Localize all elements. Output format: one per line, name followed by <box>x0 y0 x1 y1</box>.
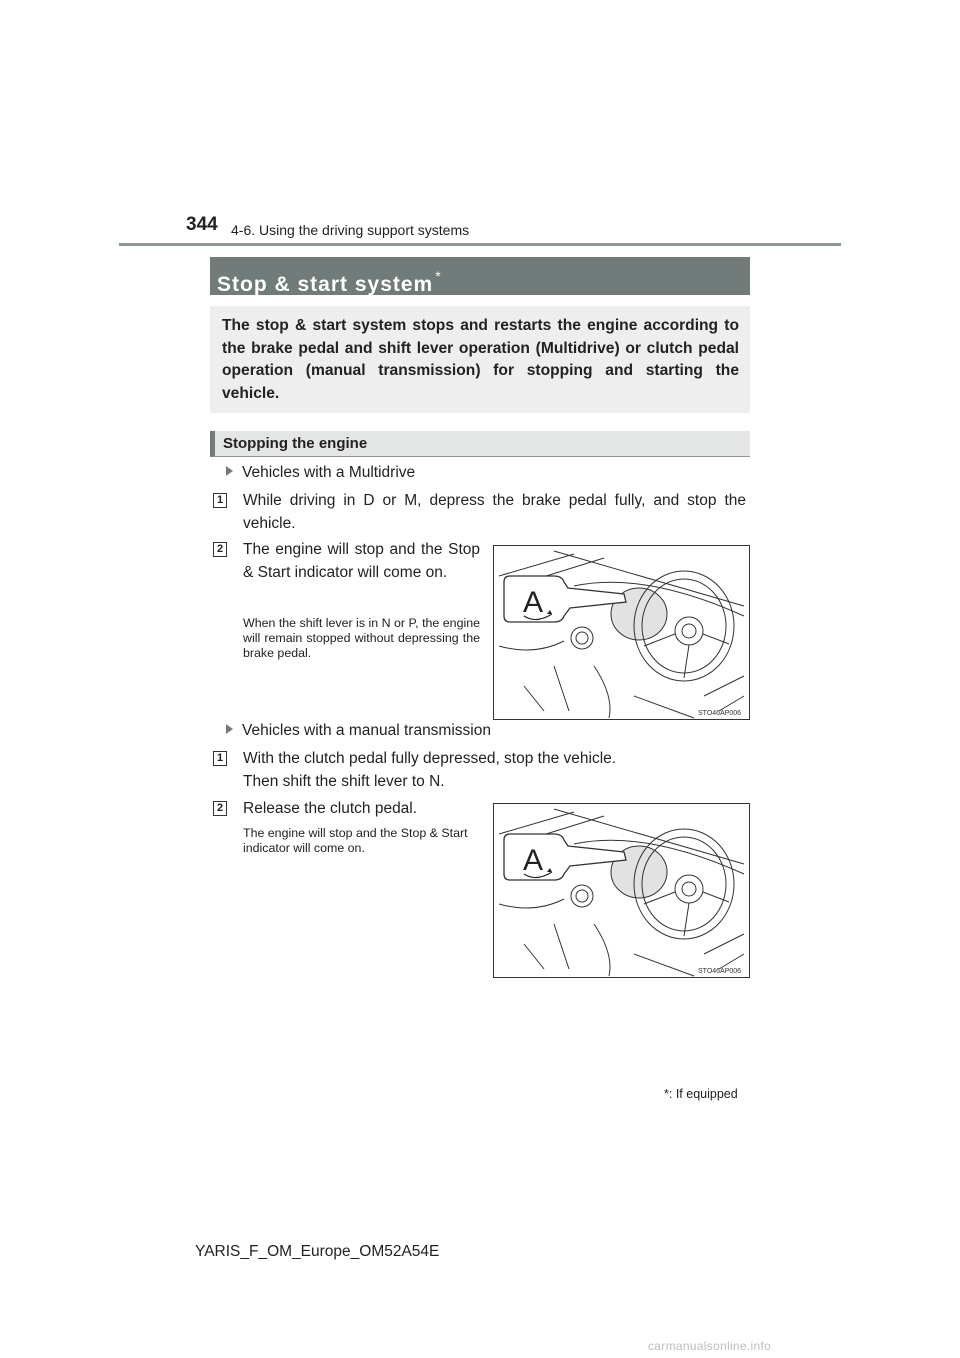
manual-step1-line1: With the clutch pedal fully depressed, stop the vehicle. <box>243 750 617 767</box>
page-number: 344 <box>186 214 218 235</box>
multidrive-step2-text: The engine will stop and the Stop & Start indicator will come on. <box>243 541 480 581</box>
manual-step2-note: The engine will stop and the Stop & Start indicator will come on. <box>243 826 468 855</box>
page-title <box>210 257 750 295</box>
step-number-badge: 2 <box>213 801 227 816</box>
illustration-code: STO46AP006 <box>698 968 742 975</box>
step-number-badge: 2 <box>213 542 227 557</box>
multidrive-step2-note: When the shift lever is in N or P, the engine will remain stopped without depressing the brake pedal. <box>243 616 480 660</box>
triangle-bullet-icon <box>226 724 233 734</box>
watermark: carmanualsonline.info <box>648 1339 772 1353</box>
document-code: YARIS_F_OM_Europe_OM52A54E <box>195 1243 440 1260</box>
section-path: 4-6. Using the driving support systems <box>231 222 470 238</box>
section-heading: Stopping the engine <box>210 431 750 457</box>
step-number-badge: 1 <box>213 751 227 766</box>
intro-box: The stop & start system stops and restarts the engine according to the brake pedal and shift lever operation (Multidrive) or clutch pedal operation (manual transmission) for stopping and starting the vehicle. <box>210 306 750 413</box>
dashboard-illustration <box>493 545 750 720</box>
page-title-text: Stop & start system <box>217 273 434 296</box>
callout-letter-a: A <box>523 844 544 877</box>
multidrive-step1-text: While driving in D or M, depress the brake pedal fully, and stop the vehicle. <box>243 492 746 532</box>
dashboard-illustration <box>493 803 750 978</box>
manual-label-text: Vehicles with a manual transmission <box>242 722 491 739</box>
header-divider <box>119 243 841 246</box>
multidrive-label <box>226 464 415 482</box>
callout-letter-a: A <box>523 586 544 619</box>
manual-step2-text: Release the clutch pedal. <box>243 800 418 817</box>
manual-step1-line2: Then shift the shift lever to N. <box>243 773 445 790</box>
illustration-code: STO46AP006 <box>698 710 742 717</box>
footnote-text: : If equipped <box>668 1087 738 1101</box>
step-number-badge: 1 <box>213 493 227 508</box>
manual-label <box>226 722 491 740</box>
triangle-bullet-icon <box>226 466 233 476</box>
multidrive-label-text: Vehicles with a Multidrive <box>242 464 416 481</box>
footnote-asterisk: * <box>664 1087 669 1101</box>
dashboard-drawing <box>494 546 749 719</box>
dashboard-drawing <box>494 804 749 977</box>
footnote <box>664 1087 738 1101</box>
title-asterisk: * <box>435 268 442 284</box>
